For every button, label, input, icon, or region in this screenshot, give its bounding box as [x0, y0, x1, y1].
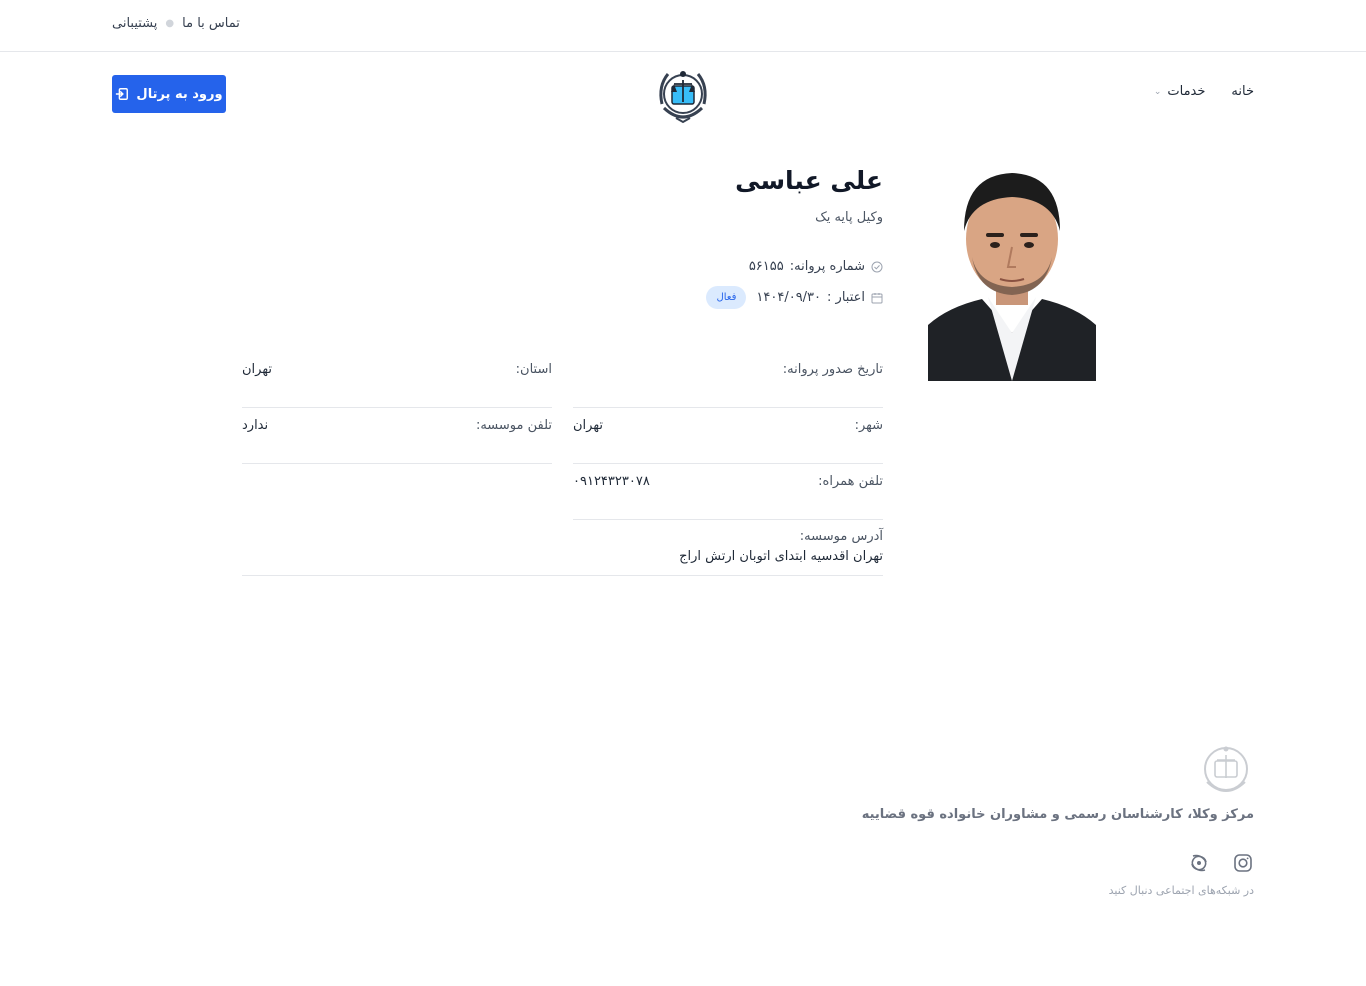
separator-dot: ●	[165, 18, 175, 29]
validity-row	[706, 286, 883, 309]
validity-date: ۱۴۰۴/۰۹/۳۰	[756, 290, 822, 305]
top-links	[112, 16, 240, 31]
main-nav	[1154, 84, 1254, 99]
instagram-icon[interactable]	[1232, 852, 1254, 874]
nav-services-label: خدمات	[1167, 84, 1206, 99]
footer-logo	[1199, 742, 1253, 798]
login-icon	[115, 87, 129, 101]
address-value: تهران اقدسیه ابتدای اتوبان ارتش اراج	[679, 549, 883, 564]
city-label: شهر:	[854, 418, 883, 433]
issue-date-label: تاریخ صدور پروانه:	[782, 362, 883, 377]
city-field	[573, 408, 883, 464]
province-label: استان:	[515, 362, 552, 377]
license-number: ۵۶۱۵۵	[748, 259, 784, 274]
city-value: تهران	[573, 418, 603, 433]
footer-org-name: مرکز وکلا، کارشناسان رسمی و مشاوران خانواده قوه قضاییه	[861, 807, 1254, 822]
portal-login-button[interactable]	[112, 75, 226, 113]
province-value: تهران	[242, 362, 272, 377]
contact-link[interactable]: تماس با ما	[182, 16, 240, 31]
office-phone-value: ندارد	[242, 418, 269, 433]
office-phone-field	[242, 408, 552, 464]
issue-date-field	[573, 352, 883, 408]
social-links	[1188, 852, 1254, 874]
lawyer-photo	[928, 157, 1096, 381]
license-label: شماره پروانه:	[789, 259, 865, 274]
calendar-icon	[871, 292, 883, 304]
lawyer-title: وکیل پایه یک	[815, 210, 883, 225]
province-field	[242, 352, 552, 408]
status-badge: فعال	[706, 286, 746, 309]
mobile-label: تلفن همراه:	[818, 474, 883, 489]
nav-home[interactable]: خانه	[1231, 84, 1254, 99]
judiciary-logo[interactable]	[654, 64, 712, 124]
messenger-icon[interactable]	[1188, 852, 1210, 874]
check-circle-icon	[871, 261, 883, 273]
portal-login-label: ورود به پرتال	[136, 86, 223, 102]
chevron-down-icon: ⌄	[1153, 86, 1162, 97]
nav-services[interactable]	[1154, 84, 1206, 99]
validity-label: اعتبار :	[827, 290, 865, 305]
license-row	[749, 259, 883, 274]
mobile-value: ۰۹۱۲۴۳۲۳۰۷۸	[573, 474, 650, 489]
address-field	[242, 520, 883, 576]
top-bar	[0, 0, 1366, 52]
office-phone-label: تلفن موسسه:	[475, 418, 552, 433]
lawyer-name: علی عباسی	[735, 166, 883, 195]
mobile-field	[573, 464, 883, 520]
follow-text: در شبکه‌های اجتماعی دنبال کنید	[1108, 884, 1254, 897]
address-label: آدرس موسسه:	[799, 529, 883, 544]
support-link[interactable]: پشتیبانی	[112, 16, 158, 31]
